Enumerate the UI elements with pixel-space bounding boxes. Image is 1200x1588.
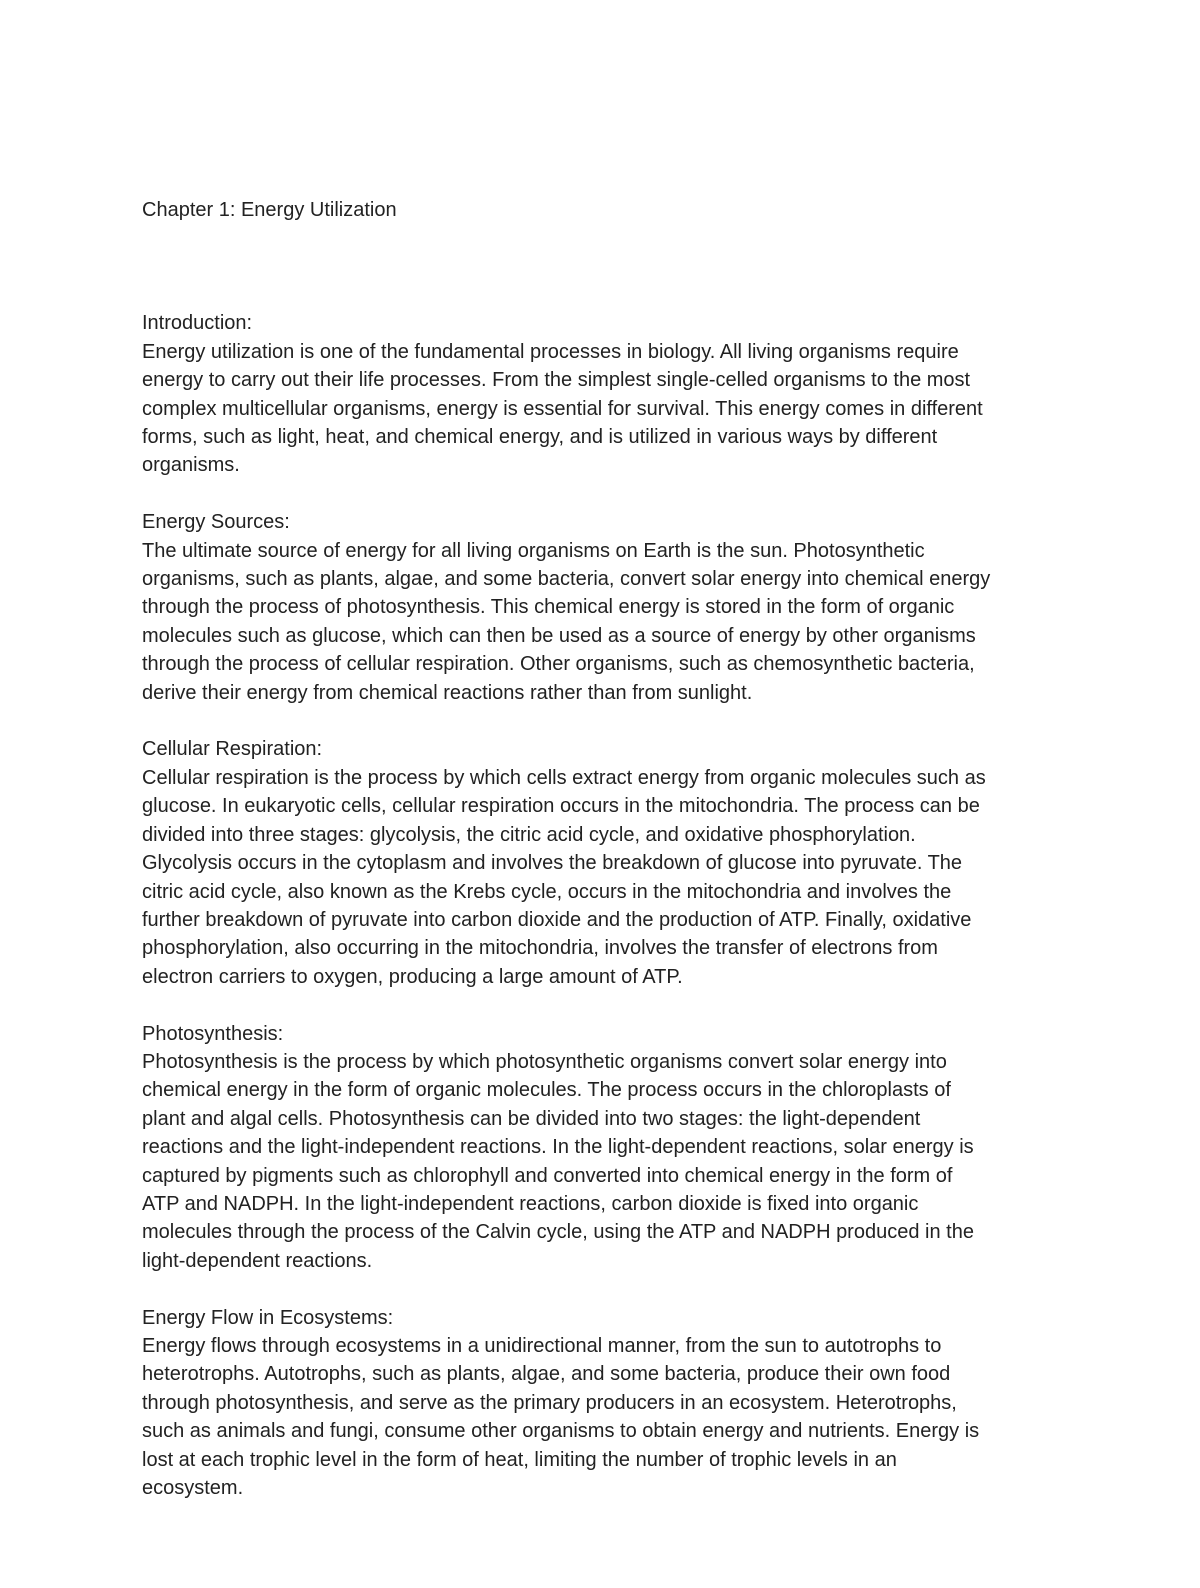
paragraph-line: captured by pigments such as chlorophyll and converted into chemical energy in the form of	[142, 1164, 953, 1187]
section	[142, 1304, 1077, 1503]
section-heading: Cellular Respiration:	[142, 738, 323, 761]
paragraph-line: Energy utilization is one of the fundamental processes in biology. All living organisms require	[142, 340, 959, 363]
paragraph-line: The ultimate source of energy for all living organisms on Earth is the sun. Photosynthetic	[142, 539, 925, 562]
section-heading: Introduction:	[142, 312, 253, 335]
paragraph-line: molecules such as glucose, which can then be used as a source of energy by other organisms	[142, 624, 976, 647]
paragraph-line: organisms.	[142, 454, 240, 477]
paragraph-line: molecules through the process of the Calvin cycle, using the ATP and NADPH produced in the	[142, 1221, 974, 1244]
section-paragraph	[142, 1332, 1077, 1502]
paragraph-line: ecosystem.	[142, 1477, 244, 1500]
paragraph-line: such as animals and fungi, consume other organisms to obtain energy and nutrients. Energy is	[142, 1420, 980, 1443]
paragraph-line: through the process of photosynthesis. This chemical energy is stored in the form of organic	[142, 596, 955, 619]
paragraph-line: further breakdown of pyruvate into carbon dioxide and the production of ATP. Finally, oxidative	[142, 908, 972, 931]
sections-container	[142, 309, 1077, 1502]
section-paragraph	[142, 537, 1077, 707]
paragraph-line: Photosynthesis is the process by which photosynthetic organisms convert solar energy into	[142, 1050, 947, 1073]
document-body	[142, 139, 1077, 1588]
paragraph-line: ATP and NADPH. In the light-independent reactions, carbon dioxide is fixed into organic	[142, 1192, 919, 1215]
paragraph-line: reactions and the light-independent reactions. In the light-dependent reactions, solar energy is	[142, 1136, 974, 1159]
section-paragraph	[142, 1048, 1077, 1275]
paragraph-line: lost at each trophic level in the form of heat, limiting the number of trophic levels in an	[142, 1448, 897, 1471]
paragraph-line: plant and algal cells. Photosynthesis can be divided into two stages: the light-dependent	[142, 1107, 921, 1130]
paragraph-line: divided into three stages: glycolysis, the citric acid cycle, and oxidative phosphorylation.	[142, 823, 916, 846]
section-paragraph	[142, 764, 1077, 991]
section-heading: Energy Flow in Ecosystems:	[142, 1306, 394, 1329]
paragraph-line: light-dependent reactions.	[142, 1249, 373, 1272]
section-paragraph	[142, 338, 1077, 480]
paragraph-line: citric acid cycle, also known as the Krebs cycle, occurs in the mitochondria and involves the	[142, 880, 952, 903]
paragraph-line: derive their energy from chemical reactions rather than from sunlight.	[142, 681, 753, 704]
paragraph-line: chemical energy in the form of organic molecules. The process occurs in the chloroplasts of	[142, 1079, 951, 1102]
paragraph-line: complex multicellular organisms, energy is essential for survival. This energy comes in different	[142, 397, 983, 420]
paragraph-line: heterotrophs. Autotrophs, such as plants, algae, and some bacteria, produce their own food	[142, 1363, 951, 1386]
paragraph-line: Energy flows through ecosystems in a unidirectional manner, from the sun to autotrophs to	[142, 1334, 942, 1357]
paragraph-line: through photosynthesis, and serve as the primary producers in an ecosystem. Heterotrophs,	[142, 1391, 957, 1414]
section-heading: Photosynthesis:	[142, 1022, 284, 1045]
paragraph-line: through the process of cellular respiration. Other organisms, such as chemosynthetic bacteria,	[142, 653, 975, 676]
section	[142, 309, 1077, 479]
paragraph-line: phosphorylation, also occurring in the mitochondria, involves the transfer of electrons from	[142, 937, 938, 960]
paragraph-line: glucose. In eukaryotic cells, cellular respiration occurs in the mitochondria. The process can be	[142, 795, 980, 818]
paragraph-line: electron carriers to oxygen, producing a large amount of ATP.	[142, 965, 683, 988]
paragraph-line: Glycolysis occurs in the cytoplasm and involves the breakdown of glucose into pyruvate. The	[142, 852, 963, 875]
section	[142, 508, 1077, 707]
section	[142, 735, 1077, 991]
paragraph-line: forms, such as light, heat, and chemical energy, and is utilized in various ways by different	[142, 426, 938, 449]
paragraph-line: Cellular respiration is the process by which cells extract energy from organic molecules such as	[142, 766, 986, 789]
section-heading: Energy Sources:	[142, 511, 290, 534]
paragraph-line: energy to carry out their life processes. From the simplest single-celled organisms to the most	[142, 369, 971, 392]
paragraph-line: organisms, such as plants, algae, and some bacteria, convert solar energy into chemical energy	[142, 568, 991, 591]
section	[142, 1020, 1077, 1276]
chapter-title: Chapter 1: Energy Utilization	[142, 198, 397, 221]
